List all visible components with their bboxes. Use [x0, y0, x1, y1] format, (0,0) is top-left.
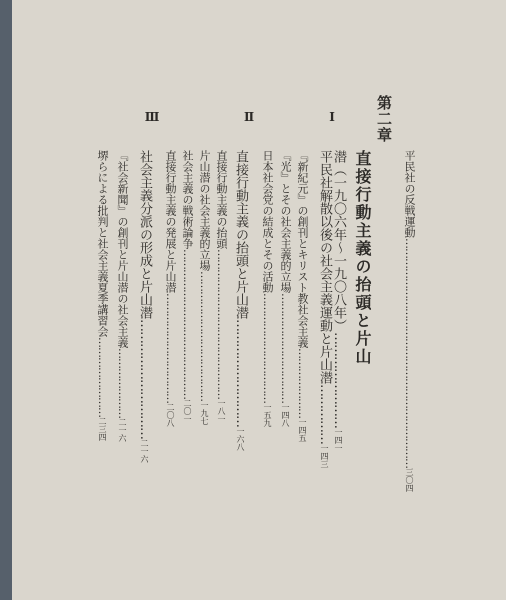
- chapter-title-line1: [354, 150, 370, 366]
- toc-leader-dots: ……………………………: [279, 293, 292, 403]
- toc-page-number: 一四三: [320, 444, 329, 468]
- section-2-title: [234, 150, 247, 451]
- toc-entry-text: 平民社の反戦運動: [403, 150, 416, 238]
- toc-entry-shinkigen: [297, 150, 308, 442]
- toc-leader-dots: …………………: [116, 348, 129, 418]
- toc-entry-text: 『光』とその社会主義的立場: [279, 150, 292, 293]
- toc-entry-text: 堺らによる批判と社会主義夏季講習会: [96, 150, 109, 337]
- toc-leader-dots: ………………………………………: [215, 249, 228, 399]
- chapter-label: 第二章: [375, 95, 393, 143]
- chapter-number: [376, 95, 391, 143]
- section-marker-3: [146, 110, 158, 124]
- toc-page-number: 一五九: [263, 403, 272, 427]
- section-1-title: [318, 150, 331, 468]
- section-number: Ⅲ: [145, 110, 159, 124]
- section-number: Ⅰ: [325, 110, 339, 124]
- section-3-title: [138, 150, 151, 463]
- toc-entry-hanheisha: [404, 150, 415, 492]
- toc-page-number: 一四八: [281, 403, 290, 427]
- toc-entry-text: 『社会新聞』の創刊と片山潜の社会主義: [116, 150, 129, 348]
- toc-page-number: 一四五: [298, 418, 307, 442]
- toc-leader-dots: ………………………: [233, 319, 248, 427]
- toc-page-number: 二〇一: [183, 399, 192, 423]
- toc-page-number: 二一六: [140, 439, 149, 463]
- section-marker-1: [326, 110, 338, 124]
- toc-entry-text: 日本社会党の結成とその活動: [261, 150, 274, 293]
- toc-entry-hatten: [165, 150, 176, 427]
- section-title: 社会主義分派の形成と片山潜: [137, 150, 152, 319]
- toc-page-number: 一九七: [200, 401, 209, 425]
- toc-page-number: 三〇四: [405, 468, 414, 492]
- toc-entry-hikari: [280, 150, 291, 427]
- section-number: Ⅱ: [242, 110, 256, 124]
- toc-leader-dots: ……………………………………………………………: [403, 238, 416, 468]
- toc-entry-text: 『新紀元』の創刊とキリスト教社会主義: [296, 150, 309, 348]
- toc-leader-dots: …………………………: [137, 319, 152, 439]
- toc-leader-dots: ……………………………: [164, 293, 177, 403]
- toc-leader-dots: …………………: [296, 348, 309, 418]
- book-page: [12, 0, 506, 600]
- toc-entry-text: 直接行動主義の発展と片山潜: [164, 150, 177, 293]
- toc-entry-sakai-hihan: [97, 150, 108, 441]
- toc-entry-shakaito: [262, 150, 273, 427]
- chapter-title-line2: [332, 150, 345, 452]
- toc-leader-dots: …………………………………: [198, 271, 211, 401]
- toc-page-number: 二三四: [98, 417, 107, 441]
- toc-leader-dots: ……………: [317, 384, 332, 444]
- toc-page-number: 二一六: [118, 418, 127, 442]
- toc-entry-senjutsu-ronso: [182, 150, 193, 423]
- toc-page-number: 一六八: [236, 427, 245, 451]
- section-title: 直接行動主義の抬頭と片山潜: [233, 150, 248, 319]
- section-marker-2: [243, 110, 255, 124]
- chapter-title-cont: 潜（一九〇六年〜一九〇八年）: [331, 150, 346, 332]
- toc-entry-text: 片山潜の社会主義的立場: [198, 150, 211, 271]
- toc-entry-shakai-shinbun: [117, 150, 128, 442]
- toc-leader-dots: ……………………: [331, 332, 346, 428]
- toc-entry-chokusetsu-todo: [216, 150, 227, 423]
- toc-entry-text: 社会主義の戦術論争: [181, 150, 194, 249]
- toc-leader-dots: ……………………………: [261, 293, 274, 403]
- toc-page-number: 一四一: [334, 428, 343, 452]
- toc-leader-dots: ………………………………………: [181, 249, 194, 399]
- chapter-title: 直接行動主義の抬頭と片山: [353, 150, 372, 366]
- toc-entry-text: 直接行動主義の抬頭: [215, 150, 228, 249]
- toc-entry-katayama-tachiba: [199, 150, 210, 425]
- toc-leader-dots: ……………………: [96, 337, 109, 417]
- toc-page-number: 一八一: [217, 399, 226, 423]
- left-edge-shadow: [0, 0, 12, 600]
- toc-page-number: 二〇八: [166, 403, 175, 427]
- section-title: 平民社解散以後の社会主義運動と片山潜: [317, 150, 332, 384]
